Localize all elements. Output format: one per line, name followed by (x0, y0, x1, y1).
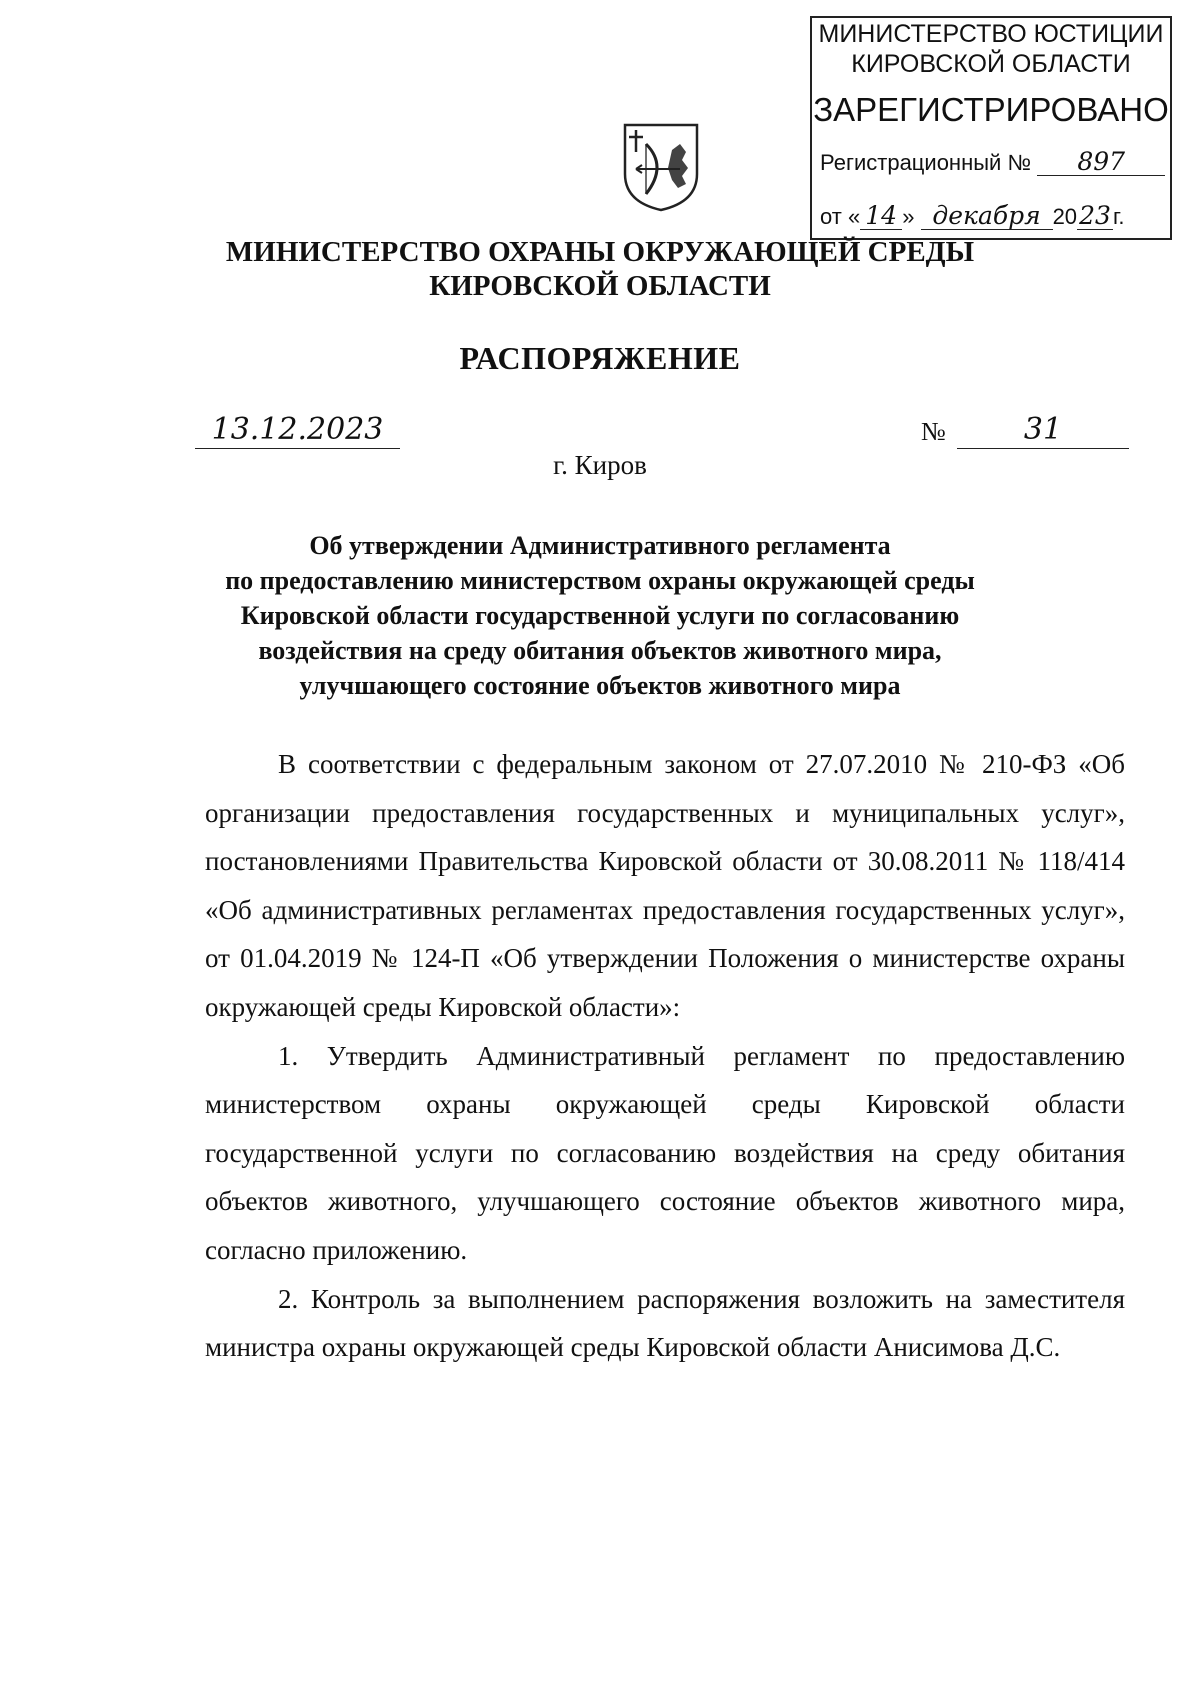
stamp-year-prefix: 20 (1052, 204, 1078, 229)
document-subject (0, 528, 1200, 703)
document-city: г. Киров (553, 450, 647, 480)
ministry-name-line-2: КИРОВСКОЙ ОБЛАСТИ (429, 270, 771, 302)
stamp-day: 14 (860, 203, 902, 230)
coat-of-arms-icon (622, 122, 700, 212)
subject-line: улучшающего состояние объектов животного мира (299, 671, 901, 700)
stamp-quote-close: » (902, 204, 915, 229)
body-paragraph-item-2: 2. Контроль за выполнением распоряжения возложить на заместителя министра охраны окружающей среды Кировской области Анисимова Д.С. (205, 1283, 1125, 1363)
document-body (205, 740, 1125, 1372)
subject-line: Об утверждении Административного регламента (309, 531, 891, 560)
subject-line: Кировской области государственной услуги по согласованию (240, 601, 960, 630)
stamp-date-prefix: от « (820, 204, 861, 229)
body-paragraph-preamble: В соответствии с федеральным законом от 27.07.2010 № 210-ФЗ «Об организации предоставления государственных и муниципальных услуг», постановлениями Правительства Кировской области от 30.08.2011 № 118/414 «Об административных регламентах предоставления государственных услуг», от 01.04.2019 № 124-П «Об утверждении Положения о министерстве охраны окружающей среды Кировской области»: (205, 749, 1125, 1022)
stamp-month: декабря (921, 203, 1053, 230)
stamp-date-row (820, 202, 1125, 232)
document-date: 13.12.2023 (195, 412, 400, 449)
stamp-year-suffix: 23 (1077, 203, 1113, 230)
subject-line: воздействия на среду обитания объектов животного мира, (258, 636, 942, 665)
document-number: 31 (957, 412, 1129, 449)
ministry-name-line-1: МИНИСТЕРСТВО ОХРАНЫ ОКРУЖАЮЩЕЙ СРЕДЫ (225, 236, 975, 268)
stamp-line-2: КИРОВСКОЙ ОБЛАСТИ (851, 50, 1131, 78)
document-type: РАСПОРЯЖЕНИЕ (459, 340, 741, 376)
body-paragraph-item-1: 1. Утвердить Административный регламент по предоставлению министерством охраны окружающей среды Кировской области государственной услуги по согласованию воздействия на среду обитания объектов животного, улучшающего состояние объектов животного мира, согласно приложению. (205, 1040, 1125, 1265)
registration-stamp (810, 16, 1172, 240)
stamp-registered: ЗАРЕГИСТРИРОВАНО (813, 91, 1169, 128)
stamp-reg-number: 897 (1037, 149, 1165, 176)
document-number-label: № (921, 417, 946, 446)
stamp-line-1: МИНИСТЕРСТВО ЮСТИЦИИ (818, 20, 1164, 48)
subject-line: по предоставлению министерством охраны окружающей среды (225, 566, 975, 595)
stamp-reg-number-row (820, 148, 1165, 178)
stamp-reg-number-label: Регистрационный № (820, 150, 1032, 175)
stamp-year-unit: г. (1113, 204, 1125, 229)
